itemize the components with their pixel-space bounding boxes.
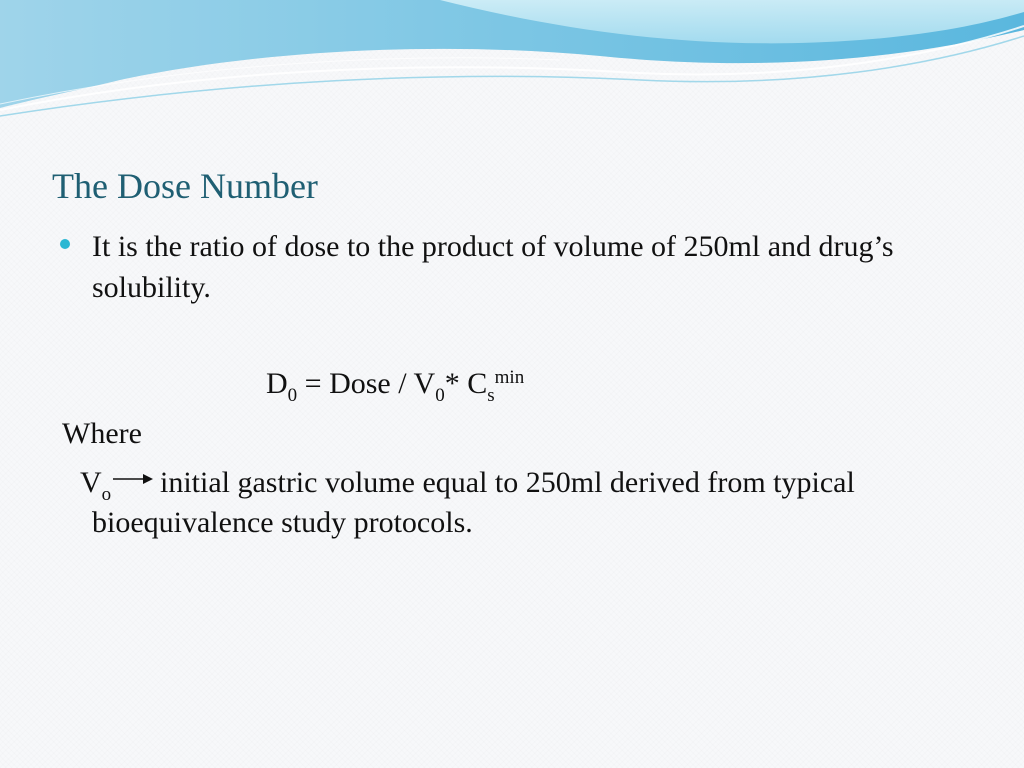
formula-v-subscript: 0 — [435, 385, 445, 406]
formula-c-superscript: min — [494, 367, 525, 388]
formula-lhs: D — [266, 367, 288, 400]
definition-variable — [80, 463, 111, 507]
definition-variable-subscript: o — [101, 484, 112, 505]
dose-number-formula — [266, 364, 524, 408]
definition-variable-symbol: V — [80, 466, 102, 499]
where-label: Where — [62, 417, 142, 450]
slide-title: The Dose Number — [52, 166, 318, 206]
definition-text-line-1: initial gastric volume equal to 250ml derived from typical — [160, 466, 855, 499]
header-wave-decoration — [0, 0, 1024, 130]
formula-middle: = Dose / V — [297, 367, 436, 400]
formula-c-subscript: s — [487, 385, 495, 406]
formula-lhs-subscript: 0 — [287, 385, 298, 406]
bullet-dot-icon — [60, 239, 70, 249]
right-arrow-icon — [113, 472, 153, 486]
definition-text-line-2: bioequivalence study protocols. — [92, 506, 473, 539]
bullet-text: It is the ratio of dose to the product of volume of 250ml and drug’s solubility. — [92, 230, 894, 304]
formula-star: * C — [444, 367, 488, 400]
